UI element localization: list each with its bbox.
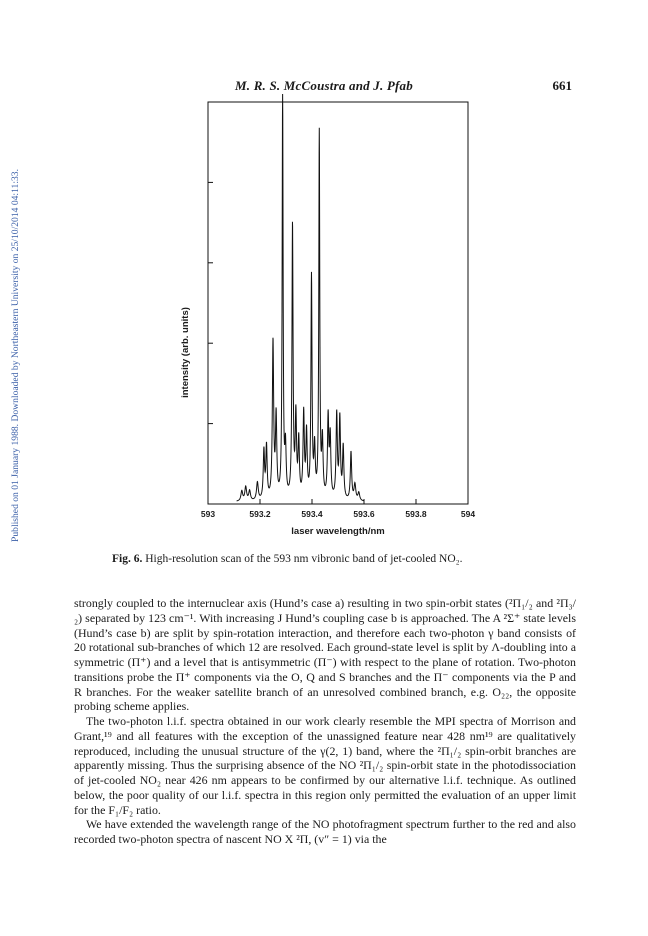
download-notice-text: Published on 01 January 1988. Downloaded by Northeastern University on 25/10/2014 04:11:33. — [9, 168, 21, 542]
spectrum-figure — [170, 92, 490, 547]
download-notice — [2, 120, 28, 590]
y-axis-label-text: intensity (arb. units) — [179, 306, 191, 398]
paragraph: strongly coupled to the internuclear axis (Hund’s case a) resulting in two spin-orbit states (²Π₁/₂ and ²Π₃/₂) separated by 123 cm⁻¹. With increasing J Hund’s coupling case b is approached. The A ²Σ⁺ state levels (Hund’s case b) are split by spin-rotation interaction, and therefore each two-photon γ band consists of 20 rotational sub-branches of which 12 are resolved. Each ground-state level is split by Λ-doubling into a symmetric (Π⁺) and a level that is antisymmetric (Π⁻) with respect to the plane of rotation. Two-photon transitions probe the Π⁺ components via the O, Q and S branches and the Π⁻ components via the P and R branches. For the weaker satellite branch of an unresolved combined branch, e.g. O₂₂, the opposite probing scheme applies. — [74, 596, 576, 714]
running-header-authors: M. R. S. McCoustra and J. Pfab — [235, 78, 413, 93]
plot-frame — [208, 102, 468, 504]
paragraph: The two-photon l.i.f. spectra obtained in our work clearly resemble the MPI spectra of Morrison and Grant,¹⁹ and all features with the exception of the unassigned feature near 428 nm¹⁹ are qualitatively reproduced, including the unusual structure of the γ(2, 1) band, where the ²Π₁/₂ spin-orbit branches are apparently missing. Thus the surprising absence of the NO ²Π₁/₂ spin-orbit state in the photodissociation of jet-cooled NO₂ near 426 nm appears to be confirmed by our alternative l.i.f. technique. As outlined below, the poor quality of our l.i.f. spectra in this region only permitted the evaluation of an upper limit for the F₁/F₂ ratio. — [74, 714, 576, 817]
spectrum-chart — [170, 92, 490, 512]
figure-caption-text: High-resolution scan of the 593 nm vibronic band of jet-cooled NO₂. — [145, 553, 463, 565]
x-tick-label: 593 — [200, 509, 216, 519]
y-axis-label — [176, 252, 194, 452]
x-axis-label: laser wavelength/nm — [291, 526, 385, 537]
figure-caption — [112, 553, 572, 565]
x-tick-label: 594 — [460, 509, 476, 519]
paragraph: We have extended the wavelength range of the NO photofragment spectrum further to the red and also recorded two-photon spectra of nascent NO X ²Π, (v″ = 1) via the — [74, 817, 576, 846]
x-tick-label: 593.4 — [301, 509, 323, 519]
spectrum-trace — [237, 94, 364, 501]
x-tick-label: 593.8 — [405, 509, 427, 519]
page-number: 661 — [552, 78, 572, 93]
x-tick-label: 593.2 — [249, 509, 271, 519]
figure-caption-label: Fig. 6. — [112, 553, 143, 565]
x-tick-label: 593.6 — [353, 509, 375, 519]
body-text — [74, 596, 576, 847]
